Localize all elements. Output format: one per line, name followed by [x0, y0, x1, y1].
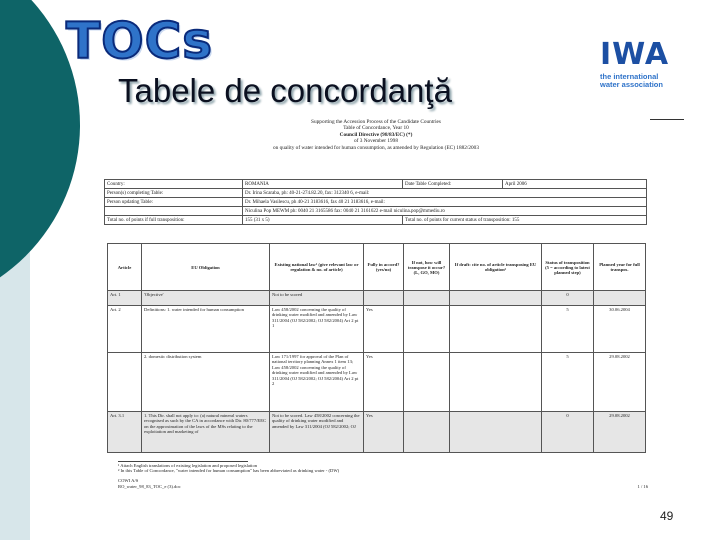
concordance-table [107, 243, 646, 453]
table-row [108, 412, 646, 453]
slide-title: Tabele de concordanţă [118, 72, 452, 109]
table-cell-draft [450, 291, 542, 306]
tocs-logo: TOCs [66, 12, 214, 70]
table-cell-year: 29.08.2002 [594, 412, 646, 453]
meta-row [105, 198, 647, 207]
table-cell-year: 29.08.2002 [594, 353, 646, 412]
table-cell-article: Art. 2 [108, 306, 142, 353]
footer-page: 1 / 16 [637, 483, 648, 489]
meta-value: ROMANIA [243, 180, 403, 189]
footer-filename: RO_water_98_83_TOC_e (3).doc [118, 483, 181, 489]
column-header: Status of transposition (5 = according to latest planned step) [542, 244, 594, 291]
meta-row [105, 189, 647, 198]
meta-label [403, 216, 647, 225]
meta-value: Niculina Pop MEWM ph: 0040 21 3165586 fax: 0040 21 3161622 e-mail niculina.pop@mmediu.ro [243, 207, 647, 216]
table-cell-accord: Yes [364, 353, 404, 412]
meta-label: Date Table Completed: [403, 180, 503, 189]
footnote: ¹ Attach English translations of existing legislation and proposed legislation [118, 462, 258, 468]
table-cell-law: Not to be scored. Law 458/2002 concerning the quality of drinking water modified and amended by Law 311/2004 (OJ 582/2002; OJ [270, 412, 364, 453]
table-cell-obligation: 2. domestic distribution system [142, 353, 270, 412]
meta-row [105, 207, 647, 216]
document-header [104, 119, 648, 151]
footer-company: COWI A/S [118, 477, 139, 483]
table-cell-article: Art. 1 [108, 291, 142, 306]
table-cell-draft [450, 353, 542, 412]
table-cell-status: 5 [542, 306, 594, 353]
table-row [108, 291, 646, 306]
table-cell-status: 5 [542, 353, 594, 412]
column-header: EU Obligation [142, 244, 270, 291]
column-header: If draft: cite no. of article transposing EU obligation² [450, 244, 542, 291]
doc-header-line: Table of Concordance, Year 10 [343, 125, 409, 132]
table-cell-accord: Yes [364, 412, 404, 453]
footer-filename-row [118, 484, 648, 490]
iwa-tagline-line-1: the international [600, 72, 659, 81]
meta-value: 155 (31 x 5) [243, 216, 403, 225]
table-row [108, 306, 646, 353]
doc-header-line: of 3 November 1998 [354, 138, 398, 145]
table-cell-how [404, 306, 450, 353]
meta-row [105, 180, 647, 189]
table-cell-article [108, 353, 142, 412]
meta-label: Country: [105, 180, 243, 189]
table-cell-law: Law 458/2002 concerning the quality of drinking water modified and amended by Law 311/2004 (OJ 582/2002; OJ 582/2004) Art 2 pt 1 [270, 306, 364, 353]
column-header: Fully in accord? (yes/no) [364, 244, 404, 291]
table-cell-how [404, 291, 450, 306]
table-cell-status: 0 [542, 412, 594, 453]
iwa-logo [600, 37, 682, 89]
table-cell-accord [364, 291, 404, 306]
points-current-label: Total no. of points for current status of transposition: [405, 217, 511, 223]
document-footer [118, 461, 648, 489]
table-cell-obligation: Definitions: 1. water intended for human consumption [142, 306, 270, 353]
table-cell-law: Not to be scored [270, 291, 364, 306]
table-cell-how [404, 412, 450, 453]
column-header: Article [108, 244, 142, 291]
meta-empty [105, 207, 243, 216]
doc-header-line: Supporting the Accession Process of the Candidate Countries [311, 119, 441, 125]
column-header: Existing national law¹ (give relevant law or regulation & no. of article) [270, 244, 364, 291]
table-cell-how [404, 353, 450, 412]
meta-value: Dr. Mihaela Vasilescu, ph 40-21 3183616, fax 40 21 3183616, e-mail: [243, 198, 647, 207]
metadata-table [104, 179, 647, 225]
doc-header-line: on quality of water intended for human consumption, as amended by Regulation (EC) 1882/2003 [273, 144, 479, 151]
table-cell-obligation: 'Objective' [142, 291, 270, 306]
meta-label: Total no. of points if full transposition: [105, 216, 243, 225]
meta-label: Person updating Table: [105, 198, 243, 207]
column-header: Planned year for full transpos. [594, 244, 646, 291]
table-cell-accord: Yes [364, 306, 404, 353]
table-cell-law: Law 171/1997 for approval of the Plan of national territory planning Annex 1 item 13; Law 458/2002 concerning the quality of drinking water modified and amended by Law 311/2004 (OJ 582/2002; OJ 582/2004) Art 2 pt 2 [270, 353, 364, 412]
table-cell-draft [450, 306, 542, 353]
points-current-value: 155 [511, 217, 520, 223]
iwa-tagline [600, 73, 682, 89]
document-scan [104, 119, 648, 501]
doc-header-line: Council Directive (98/83/EC) (*) [339, 131, 413, 138]
iwa-logo-mark: IWA [600, 37, 670, 72]
table-cell-year [594, 291, 646, 306]
table-header-row [108, 244, 646, 291]
footnote-rule [118, 461, 248, 462]
iwa-tagline-line-2: water association [600, 79, 663, 89]
meta-label: Person(s) completing Table: [105, 189, 243, 198]
footnote: ² In this Table of Concordance, "water intended for human consumption" has been abbreviated as drinking water - (DW) [118, 468, 340, 474]
table-row [108, 353, 646, 412]
table-cell-year: 30.06.2004 [594, 306, 646, 353]
header-rule [650, 119, 684, 120]
table-cell-obligation: 1. This Dir. shall not apply to: (a) natural mineral waters recognised as such by the CA in accordance with Dir. 80/777/EEC on the approximation of the laws of the MSs relating to the exploitation and marketing of [142, 412, 270, 453]
table-body [108, 291, 646, 453]
column-header: If not, how will transpose it occur? (L, GO, MO) [404, 244, 450, 291]
meta-value: Dr. Irina Scaraba, ph: 40-21-274.82.20, fax: 312340 6, e-mail: [243, 189, 647, 198]
table-cell-draft [450, 412, 542, 453]
table-cell-article: Art. 3.1 [108, 412, 142, 453]
meta-value: April 2006 [503, 180, 647, 189]
meta-row [105, 216, 647, 225]
table-cell-status: 0 [542, 291, 594, 306]
slide-number: 49 [660, 509, 674, 523]
